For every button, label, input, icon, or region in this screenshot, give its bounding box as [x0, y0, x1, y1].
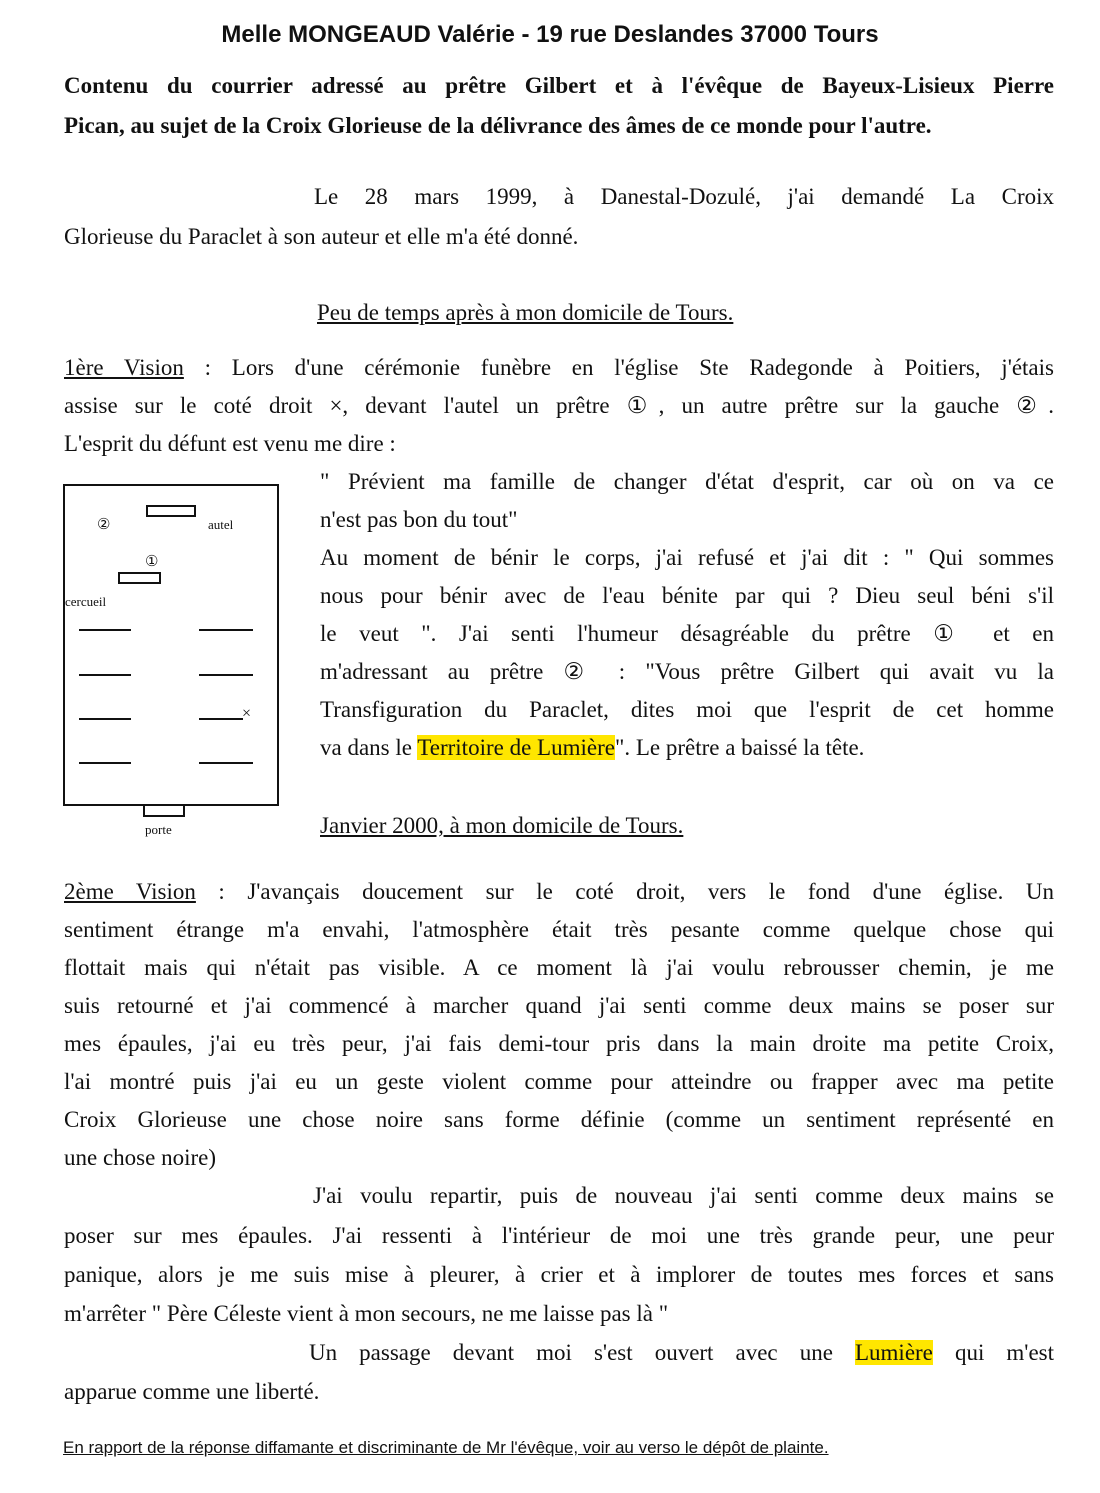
paragraph-line: J'ai voulu repartir, puis de nouveau j'ai senti comme deux mains se: [313, 1183, 1054, 1208]
paragraph-line: [64, 349, 1054, 387]
highlighted-text: Territoire de Lumière: [417, 735, 615, 760]
footer-note: En rapport de la réponse diffamante et discriminante de Mr l'évêque, voir au verso le dépôt de plainte.: [63, 1438, 829, 1457]
paragraph-line: panique, alors je me suis mise à pleurer, à crier et à implorer de toutes mes forces et sans: [64, 1262, 1054, 1287]
door-label: porte: [145, 822, 172, 837]
coffin-shape: [118, 572, 161, 584]
paragraph-line: [309, 1334, 1054, 1372]
paragraph-line: apparue comme une liberté.: [64, 1379, 320, 1404]
vision-text: : J'avançais doucement sur le coté droit, vers le fond d'une église. Un: [195, 879, 1054, 904]
priest-1-marker: ①: [145, 554, 159, 570]
highlighted-text: Lumière: [854, 1340, 933, 1365]
paragraph-line: [320, 729, 864, 767]
paragraph-line: m'arrêter " Père Céleste vient à mon secours, ne me laisse pas là ": [64, 1301, 669, 1326]
paragraph-line: une chose noire): [64, 1145, 216, 1170]
paragraph-line: Croix Glorieuse une chose noire sans forme définie (comme un sentiment représenté en: [64, 1107, 1054, 1132]
pew-left: [79, 718, 131, 720]
paragraph-line: flottait mais qui n'était pas visible. A ce moment là j'ai voulu rebrousser chemin, je me: [64, 955, 1054, 980]
paragraph-line: assise sur le coté droit ×, devant l'autel un prêtre ①, un autre prêtre sur la gauche ②.: [64, 393, 1054, 418]
paragraph-line: sentiment étrange m'a envahi, l'atmosphère était très pesante comme quelque chose qui: [64, 917, 1054, 942]
paragraph-line: poser sur mes épaules. J'ai ressenti à l'intérieur de moi une très grande peur, une peur: [64, 1223, 1054, 1248]
pew-left: [79, 674, 131, 676]
pew-left: [79, 629, 131, 631]
vision-label: 1ère Vision: [64, 355, 184, 380]
text-span: qui m'est: [932, 1340, 1054, 1365]
altar-shape: [146, 505, 196, 517]
pew-right: [199, 629, 253, 631]
vision-label: 2ème Vision: [64, 879, 196, 904]
vision-text: : Lors d'une cérémonie funèbre en l'église Ste Radegonde à Poitiers, j'étais: [183, 355, 1054, 380]
paragraph-line: mes épaules, j'ai eu très peur, j'ai fais demi-tour pris dans la main droite ma petite Croix,: [64, 1031, 1054, 1056]
text-span: va dans le: [320, 735, 418, 760]
section-heading: Peu de temps après à mon domicile de Tours.: [317, 300, 734, 325]
subject-line: Pican, au sujet de la Croix Glorieuse de la délivrance des âmes de ce monde pour l'autre.: [64, 113, 932, 138]
paragraph-line: n'est pas bon du tout": [320, 507, 518, 532]
paragraph-line: le veut ". J'ai senti l'humeur désagréable du prêtre ① et en: [320, 621, 1054, 646]
paragraph-line: Transfiguration du Paraclet, dites moi que l'esprit de cet homme: [320, 697, 1054, 722]
paragraph-line: " Prévient ma famille de changer d'état d'esprit, car où on va ce: [320, 469, 1054, 494]
altar-label: autel: [208, 517, 234, 532]
intro-line: Le 28 mars 1999, à Danestal-Dozulé, j'ai demandé La Croix: [314, 184, 1054, 209]
paragraph-line: nous pour bénir avec de l'eau bénite par qui ? Dieu seul béni s'il: [320, 583, 1054, 608]
paragraph-line: m'adressant au prêtre ② : "Vous prêtre Gilbert qui avait vu la: [320, 659, 1054, 684]
door-shape: [143, 805, 185, 817]
paragraph-line: suis retourné et j'ai commencé à marcher quand j'ai senti comme deux mains se poser sur: [64, 993, 1054, 1018]
priest-2-marker: ②: [97, 517, 111, 533]
paragraph-line: l'ai montré puis j'ai eu un geste violent comme pour atteindre ou frapper avec ma petite: [64, 1069, 1054, 1094]
section-heading: Janvier 2000, à mon domicile de Tours.: [320, 813, 684, 838]
coffin-label: cercueil: [65, 594, 107, 609]
seat-marker: ×: [242, 705, 252, 722]
paragraph-line: [64, 873, 1054, 911]
pew-right: [199, 762, 253, 764]
church-diagram: [63, 484, 279, 806]
pew-right: [199, 674, 253, 676]
text-span: ". Le prêtre a baissé la tête.: [614, 735, 865, 760]
subject-line: Contenu du courrier adressé au prêtre Gilbert et à l'évêque de Bayeux-Lisieux Pierre: [64, 73, 1054, 98]
intro-line: Glorieuse du Paraclet à son auteur et elle m'a été donné.: [64, 224, 579, 249]
paragraph-line: Au moment de bénir le corps, j'ai refusé et j'ai dit : " Qui sommes: [320, 545, 1054, 570]
page-title: Melle MONGEAUD Valérie - 19 rue Deslandes 37000 Tours: [221, 21, 879, 48]
text-span: Un passage devant moi s'est ouvert avec une: [309, 1340, 855, 1365]
pew-right: [199, 718, 243, 720]
pew-left: [79, 762, 131, 764]
paragraph-line: L'esprit du défunt est venu me dire :: [64, 431, 396, 456]
